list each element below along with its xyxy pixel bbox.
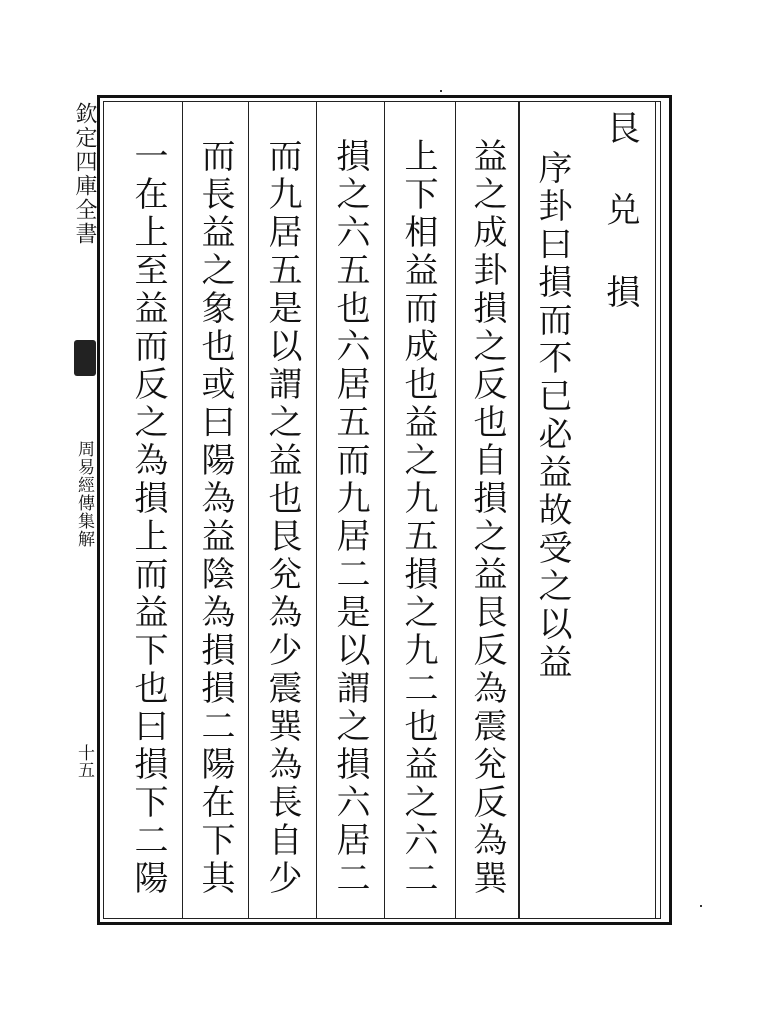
text-column-1: 艮 兑 損 [600, 110, 640, 312]
column-rule [248, 101, 249, 919]
collection-title: 欽定四庫全書 [72, 102, 97, 246]
column-rule [655, 101, 656, 919]
column-rule [518, 101, 520, 919]
text-column-3: 益之成卦損之反也自損之益艮反為震兊反為巽 [467, 138, 507, 898]
seal-mark [74, 340, 96, 376]
column-rule [455, 101, 456, 919]
text-column-2: 序卦曰損而不已必益故受之以益 [532, 150, 572, 682]
text-column-6: 而九居五是以謂之益也艮兊為少震巽為長自少 [262, 138, 302, 898]
text-column-5: 損之六五也六居五而九居二是以謂之損六居二 [330, 138, 370, 898]
page-inner-border [103, 101, 661, 919]
speck [440, 90, 442, 92]
text-column-7: 而長益之象也或曰陽為益陰為損損二陽在下其 [195, 138, 235, 898]
text-column-8: 一在上至益而反之為損上而益下也曰損下二陽 [128, 138, 168, 898]
text-column-4: 上下相益而成也益之九五損之九二也益之六二 [398, 138, 438, 898]
column-rule [316, 101, 317, 919]
book-title: 周易經傳集解 [74, 440, 94, 548]
page-number: 十五 [74, 744, 94, 778]
speck [700, 905, 702, 907]
column-rule [384, 101, 385, 919]
column-rule [182, 101, 183, 919]
